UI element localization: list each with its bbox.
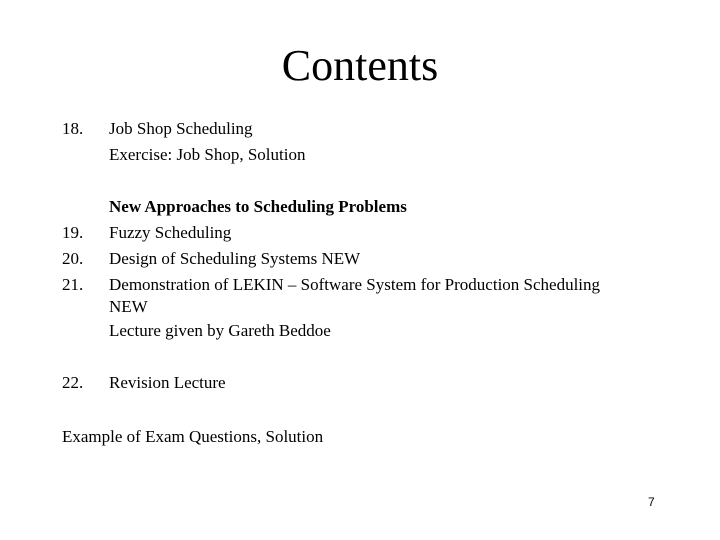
item-21-line-1: Demonstration of LEKIN – Software System for Production Scheduling — [109, 275, 601, 294]
item-21-line-3: Lecture given by Gareth Beddoe — [109, 321, 331, 340]
item-18-line-2: Exercise: Job Shop, Solution — [109, 145, 306, 164]
exam-questions-text: Example of Exam Questions, Solution — [62, 427, 324, 446]
item-22-label: Revision Lecture — [109, 373, 226, 392]
item-18-line-1: Job Shop Scheduling — [109, 119, 253, 138]
item-number-19: 19. — [62, 223, 84, 242]
item-number-21: 21. — [62, 275, 84, 294]
item-number-20: 20. — [62, 249, 84, 268]
item-19-label: Fuzzy Scheduling — [109, 223, 232, 242]
section-heading: New Approaches to Scheduling Problems — [109, 197, 407, 216]
item-number-18: 18. — [62, 119, 84, 138]
item-number-22: 22. — [62, 373, 84, 392]
slide-title: Contents — [281, 41, 439, 90]
item-21-line-2: NEW — [109, 297, 148, 316]
page-number: 7 — [648, 495, 655, 509]
item-20-label: Design of Scheduling Systems NEW — [109, 249, 361, 268]
